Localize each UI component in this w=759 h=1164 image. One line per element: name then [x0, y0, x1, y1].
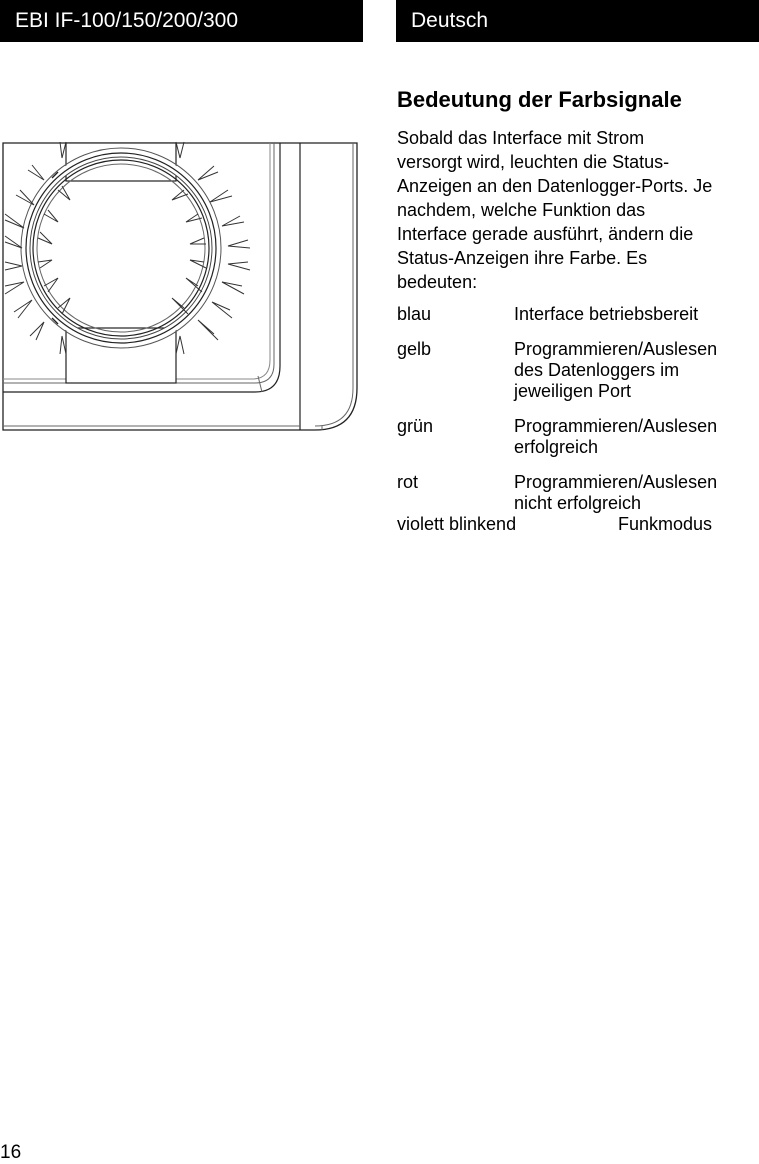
- section-title: Bedeutung der Farbsignale: [397, 87, 682, 112]
- meaning-line: des Datenloggers im: [514, 360, 680, 380]
- meaning-line: erfolgreich: [514, 437, 599, 457]
- meaning-line: Programmieren/Auslesen: [514, 339, 718, 359]
- intro-paragraph: [397, 126, 759, 294]
- signal-meaning: [618, 514, 712, 535]
- signal-meaning: [514, 416, 717, 458]
- signal-row-violett: [397, 514, 759, 535]
- signal-meaning: [514, 304, 698, 325]
- product-title: EBI IF-100/150/200/300: [15, 9, 238, 32]
- meaning-line: Programmieren/Auslesen: [514, 416, 718, 436]
- signal-color: violett blinkend: [397, 514, 517, 534]
- signal-color: gelb: [397, 339, 432, 359]
- meaning-line: nicht erfolgreich: [514, 493, 642, 513]
- intro-line: Sobald das Interface mit Strom: [397, 128, 645, 148]
- interface-port-status-led-icon: [0, 138, 365, 438]
- signal-row-gelb: [397, 339, 759, 402]
- signal-color: rot: [397, 472, 419, 492]
- signal-row-rot: [397, 472, 759, 514]
- intro-line: Anzeigen an den Datenlogger-Ports. Je: [397, 176, 713, 196]
- color-signals-section: [397, 86, 759, 535]
- meaning-line: Funkmodus: [618, 514, 713, 534]
- intro-line: versorgt wird, leuchten die Status-: [397, 152, 670, 172]
- intro-line: nachdem, welche Funktion das: [397, 200, 646, 220]
- intro-line: Interface gerade ausführt, ändern die: [397, 224, 694, 244]
- interface-port-illustration: [0, 138, 365, 438]
- intro-line: Status-Anzeigen ihre Farbe. Es: [397, 248, 648, 268]
- meaning-line: Programmieren/Auslesen: [514, 472, 718, 492]
- language-label: Deutsch: [411, 9, 489, 32]
- intro-line: bedeuten:: [397, 272, 478, 292]
- meaning-line: Interface betriebsbereit: [514, 304, 699, 324]
- signal-meaning: [514, 472, 717, 514]
- signal-row-blau: [397, 304, 759, 325]
- page-number: 16: [0, 1142, 22, 1163]
- signal-row-gruen: [397, 416, 759, 458]
- meaning-line: jeweiligen Port: [514, 381, 632, 401]
- header-product-title: [0, 0, 363, 42]
- signal-color: blau: [397, 304, 432, 324]
- signal-meaning: [514, 339, 717, 402]
- signal-color: grün: [397, 416, 434, 436]
- header-language: [396, 0, 759, 42]
